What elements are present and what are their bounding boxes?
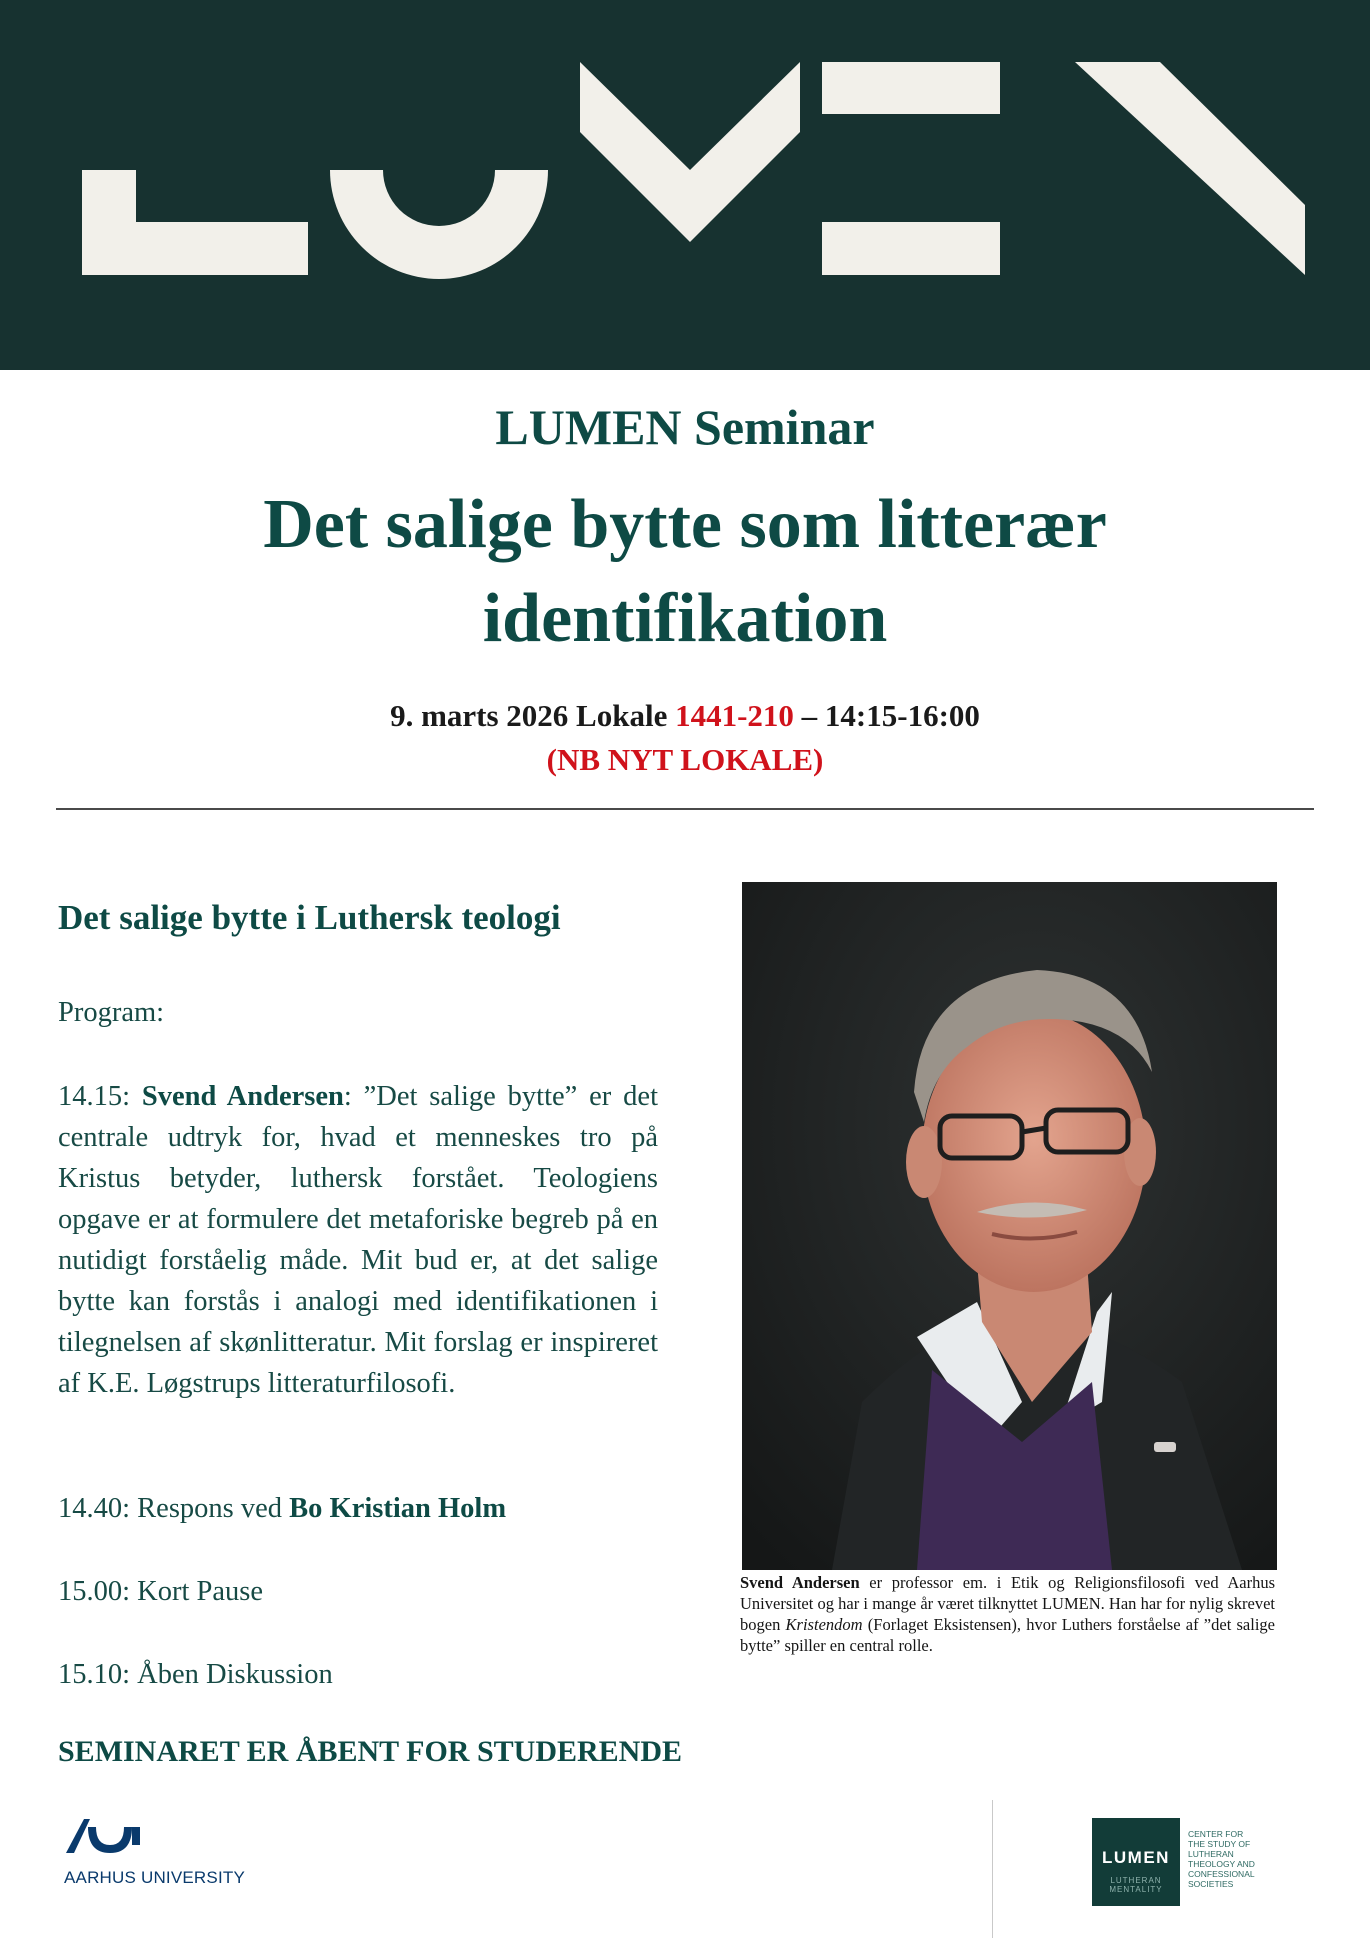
centre-line: CONFESSIONAL [1188,1869,1255,1879]
centre-line: LUTHERAN [1188,1849,1234,1859]
lumen-badge-logo [1092,1818,1180,1906]
centre-line: THEOLOGY AND [1188,1859,1255,1869]
talk-speaker: Svend Andersen [141,1081,344,1112]
response-name: Bo Kristian Holm [289,1493,507,1524]
event-series: LUMEN Seminar [495,399,875,455]
divider [56,808,1314,810]
event-time: – 14:15-16:00 [793,698,980,733]
aarhus-university-logo-icon [62,1815,152,1859]
program-talk [58,1076,658,1404]
caption-text-2: (Forlaget Eksistensen), hvor Luthers forståelse af ”det salige bytte” spiller en central rolle. [740,1615,1275,1655]
badge-sub-1: LUTHERAN [1110,1876,1162,1885]
program-discussion: 15.10: Åben Diskussion [58,1659,333,1690]
footer-divider [992,1800,993,1938]
room-notice: (NB NYT LOKALE) [546,742,824,777]
centre-line: THE STUDY OF [1188,1839,1251,1849]
centre-description [1188,1829,1298,1889]
program-pause: 15.00: Kort Pause [58,1576,264,1607]
badge-subtitle [1092,1876,1180,1894]
badge-sub-2: MENTALITY [1109,1885,1163,1894]
centre-line: SOCIETIES [1188,1879,1234,1889]
photo-caption [740,1572,1275,1656]
speaker-photo [742,882,1277,1570]
centre-line: CENTER FOR [1188,1829,1244,1839]
program-label: Program: [58,997,165,1028]
talk-time: 14.15: [58,1081,142,1112]
program-response [58,1488,698,1529]
event-room: 1441-210 [675,698,794,733]
open-notice: SEMINARET ER ÅBENT FOR STUDERENDE [58,1735,683,1768]
lumen-logo [0,0,1370,370]
section-heading: Det salige bytte i Luthersk teologi [58,898,561,937]
response-time: 14.40: Respons ved [58,1493,290,1524]
event-date: 9. marts 2026 Lokale [390,698,676,733]
event-dateline [0,698,1370,734]
event-title: Det salige bytte som litterær identifikation [263,486,1107,657]
caption-text-1: er professor em. i Etik og Religionsfilosofi ved Aarhus Universitet og har i mange år været tilknyttet LUMEN. Han har for nylig skrevet bogen [740,1573,1275,1634]
header-banner [0,0,1370,370]
talk-abstract: : ”Det salige bytte” er det centrale udtryk for, hvad et menneskes tro på Kristus betyder, luthersk forstået. Teologiens opgave er at formulere det metaforiske begreb på en nutidigt forståelig måde. Mit bud er, at det salige bytte kan forstås i analogi med identifikationen i tilegnelsen af skønlitteratur. Mit forslag er inspireret af K.E. Løgstrups litteraturfilosofi. [58,1081,658,1399]
university-name: AARHUS UNIVERSITY [64,1868,245,1887]
caption-book: Kristendom [785,1615,863,1634]
caption-name: Svend Andersen [740,1573,860,1592]
badge-word: LUMEN [1102,1848,1170,1867]
